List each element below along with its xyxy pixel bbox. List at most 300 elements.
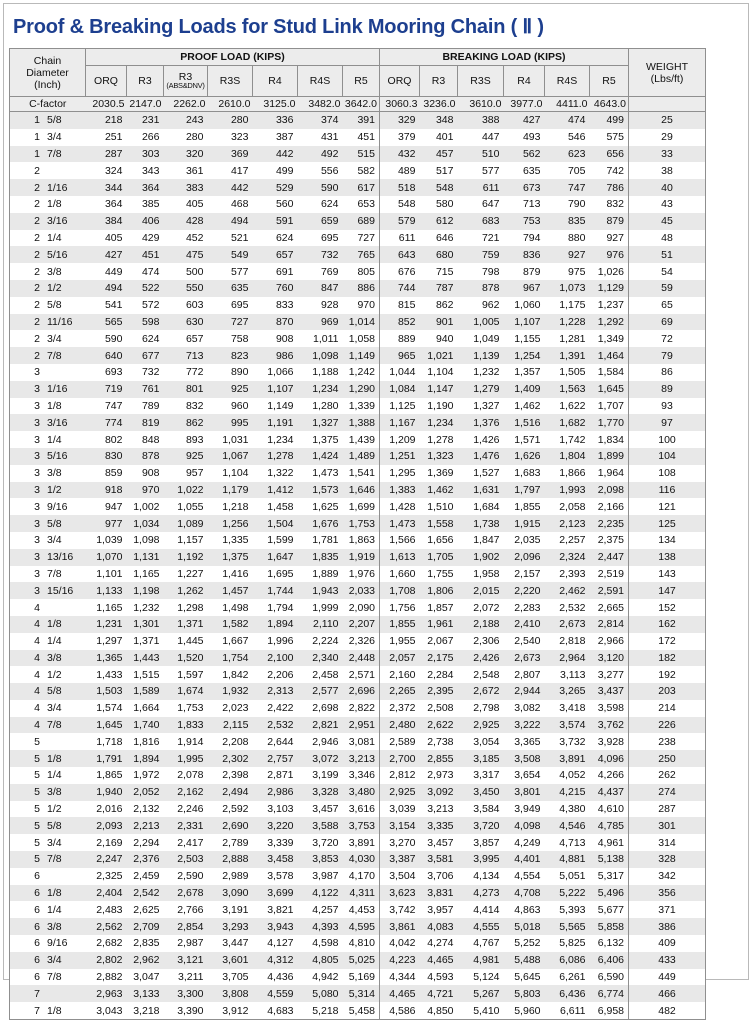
breaking-r5-cell: 4,096 — [590, 750, 629, 767]
breaking-r3-cell: 862 — [420, 297, 458, 314]
breaking-r3-cell: 348 — [420, 112, 458, 129]
diameter-fraction: 1/8 — [47, 887, 62, 900]
breaking-r3s-cell: 1,376 — [458, 414, 504, 431]
diameter-fraction: 3/4 — [47, 534, 62, 547]
diameter-fraction: 5/8 — [47, 819, 62, 832]
breaking-r4s-cell: 1,993 — [545, 482, 590, 499]
weight-cell: 40 — [629, 179, 706, 196]
proof-orq-cell: 719 — [86, 381, 127, 398]
proof-r4s-cell: 374 — [298, 112, 343, 129]
proof-r3s-cell: 468 — [208, 196, 253, 213]
chain-diameter-cell — [10, 381, 86, 398]
c-factor-weight-blank — [629, 97, 706, 112]
weight-cell: 182 — [629, 650, 706, 667]
proof-r5-cell: 4,030 — [343, 851, 380, 868]
proof-orq-cell: 1,101 — [86, 566, 127, 583]
proof-r4s-cell: 1,781 — [298, 532, 343, 549]
chain-diameter-cell — [10, 314, 86, 331]
proof-r3-cell: 1,232 — [127, 599, 164, 616]
proof-orq-cell: 1,940 — [86, 784, 127, 801]
proof-r3-abs-cell: 3,300 — [164, 985, 208, 1002]
breaking-r3s-cell: 1,327 — [458, 398, 504, 415]
breaking-r3s-cell: 4,767 — [458, 935, 504, 952]
breaking-r3s-cell: 721 — [458, 230, 504, 247]
breaking-orq-cell: 2,925 — [380, 784, 420, 801]
breaking-r3s-cell: 1,631 — [458, 482, 504, 499]
breaking-col-r4: R4 — [504, 66, 545, 97]
breaking-r3s-cell: 759 — [458, 246, 504, 263]
proof-r3s-cell: 2,023 — [208, 700, 253, 717]
breaking-orq-cell: 1,044 — [380, 364, 420, 381]
proof-r3s-cell: 1,457 — [208, 582, 253, 599]
table-row — [10, 784, 706, 801]
diameter-fraction: 5/8 — [47, 685, 62, 698]
proof-r3-abs-cell: 1,833 — [164, 717, 208, 734]
breaking-r3s-cell: 577 — [458, 162, 504, 179]
breaking-r3s-cell: 4,134 — [458, 868, 504, 885]
breaking-r3s-cell: 4,981 — [458, 952, 504, 969]
proof-r4s-cell: 1,280 — [298, 398, 343, 415]
breaking-r5-cell: 4,961 — [590, 834, 629, 851]
proof-orq-cell: 251 — [86, 129, 127, 146]
c-factor-value: 3642.0 — [343, 97, 380, 112]
breaking-r4-cell: 3,222 — [504, 717, 545, 734]
breaking-r3-cell: 1,021 — [420, 347, 458, 364]
proof-r3-cell: 598 — [127, 314, 164, 331]
breaking-r3s-cell: 2,426 — [458, 650, 504, 667]
breaking-orq-cell: 1,428 — [380, 498, 420, 515]
diameter-whole: 3 — [34, 399, 40, 412]
diameter-fraction: 15/16 — [47, 584, 74, 597]
proof-r3-cell: 1,664 — [127, 700, 164, 717]
breaking-r5-cell: 1,645 — [590, 381, 629, 398]
breaking-r5-cell: 1,707 — [590, 398, 629, 415]
diameter-whole: 4 — [34, 651, 40, 664]
diameter-fraction: 3/4 — [47, 332, 62, 345]
breaking-r3s-cell: 2,306 — [458, 633, 504, 650]
breaking-r3-cell: 1,462 — [420, 482, 458, 499]
breaking-r3s-cell: 1,279 — [458, 381, 504, 398]
breaking-orq-cell: 3,504 — [380, 868, 420, 885]
diameter-whole: 4 — [34, 668, 40, 681]
proof-r5-cell: 451 — [343, 129, 380, 146]
breaking-r3s-cell: 1,902 — [458, 549, 504, 566]
proof-r3-abs-cell: 1,371 — [164, 616, 208, 633]
breaking-r3s-cell: 878 — [458, 280, 504, 297]
chain-diameter-cell — [10, 683, 86, 700]
chain-diameter-cell — [10, 213, 86, 230]
diameter-whole: 2 — [34, 349, 40, 362]
weight-cell: 43 — [629, 196, 706, 213]
breaking-r3s-cell: 3,857 — [458, 834, 504, 851]
diameter-fraction: 13/16 — [47, 551, 74, 564]
diameter-whole: 4 — [34, 719, 40, 732]
proof-orq-cell: 1,718 — [86, 733, 127, 750]
proof-r3-cell: 1,816 — [127, 733, 164, 750]
proof-r3-cell: 1,198 — [127, 582, 164, 599]
proof-r4s-cell: 2,946 — [298, 733, 343, 750]
proof-r4s-cell: 4,805 — [298, 952, 343, 969]
proof-r4-cell: 4,559 — [253, 985, 298, 1002]
proof-r5-cell: 3,081 — [343, 733, 380, 750]
breaking-r4s-cell: 1,175 — [545, 297, 590, 314]
chain-diameter-cell — [10, 885, 86, 902]
proof-r3s-cell: 2,888 — [208, 851, 253, 868]
diameter-fraction: 5/8 — [47, 517, 62, 530]
proof-orq-cell: 2,802 — [86, 952, 127, 969]
proof-r4s-cell: 847 — [298, 280, 343, 297]
chain-diameter-cell — [10, 901, 86, 918]
diameter-whole: 5 — [34, 836, 40, 849]
weight-cell: 125 — [629, 515, 706, 532]
proof-r3s-cell: 417 — [208, 162, 253, 179]
breaking-r4-cell: 836 — [504, 246, 545, 263]
proof-r3-abs-cell: 405 — [164, 196, 208, 213]
proof-orq-cell: 3,043 — [86, 1002, 127, 1019]
diameter-whole: 2 — [34, 248, 40, 261]
table-row — [10, 650, 706, 667]
chain-diameter-cell — [10, 767, 86, 784]
diameter-whole: 3 — [34, 467, 40, 480]
proof-r3-abs-cell: 2,590 — [164, 868, 208, 885]
proof-r5-cell: 2,448 — [343, 650, 380, 667]
diameter-whole: 1 — [34, 114, 40, 127]
proof-r3-cell: 303 — [127, 146, 164, 163]
table-row — [10, 146, 706, 163]
proof-r3-cell: 1,515 — [127, 666, 164, 683]
proof-r4s-cell: 590 — [298, 179, 343, 196]
chain-diameter-cell — [10, 112, 86, 129]
breaking-r3-cell: 3,092 — [420, 784, 458, 801]
proof-col-r3-abs-sub: (ABS&DNV) — [166, 81, 205, 90]
breaking-r4s-cell: 705 — [545, 162, 590, 179]
proof-r3-abs-cell: 243 — [164, 112, 208, 129]
proof-orq-cell: 384 — [86, 213, 127, 230]
breaking-orq-cell: 1,125 — [380, 398, 420, 415]
proof-r4-cell: 387 — [253, 129, 298, 146]
breaking-orq-cell: 2,700 — [380, 750, 420, 767]
chain-diameter-cell — [10, 733, 86, 750]
proof-r3-abs-cell: 361 — [164, 162, 208, 179]
proof-r3s-cell: 727 — [208, 314, 253, 331]
proof-r3-abs-cell: 2,078 — [164, 767, 208, 784]
proof-r3s-cell: 2,690 — [208, 817, 253, 834]
breaking-r3-cell: 3,457 — [420, 834, 458, 851]
diameter-fraction: 3/8 — [47, 265, 62, 278]
breaking-r3-cell: 3,335 — [420, 817, 458, 834]
breaking-r3s-cell: 1,847 — [458, 532, 504, 549]
proof-r5-cell: 3,753 — [343, 817, 380, 834]
breaking-r4s-cell: 2,532 — [545, 599, 590, 616]
proof-r3s-cell: 1,842 — [208, 666, 253, 683]
chain-diameter-cell — [10, 549, 86, 566]
breaking-r4-cell: 2,096 — [504, 549, 545, 566]
breaking-r3-cell: 4,465 — [420, 952, 458, 969]
weight-cell: 116 — [629, 482, 706, 499]
chain-diameter-cell — [10, 700, 86, 717]
diameter-whole: 4 — [34, 635, 40, 648]
weight-cell: 172 — [629, 633, 706, 650]
table-row — [10, 230, 706, 247]
weight-cell: 371 — [629, 901, 706, 918]
table-row — [10, 297, 706, 314]
breaking-r5-cell: 6,774 — [590, 985, 629, 1002]
breaking-orq-cell: 489 — [380, 162, 420, 179]
chain-diameter-cell — [10, 498, 86, 515]
proof-r4-cell: 2,100 — [253, 650, 298, 667]
proof-r4s-cell: 928 — [298, 297, 343, 314]
table-row — [10, 549, 706, 566]
diameter-whole: 6 — [34, 954, 40, 967]
breaking-r3-cell: 1,369 — [420, 465, 458, 482]
proof-r5-cell: 1,149 — [343, 347, 380, 364]
proof-r4s-cell: 2,577 — [298, 683, 343, 700]
proof-col-r5: R5 — [343, 66, 380, 97]
breaking-r4-cell: 5,803 — [504, 985, 545, 1002]
weight-cell: 409 — [629, 935, 706, 952]
breaking-col-r3s: R3S — [458, 66, 504, 97]
breaking-r5-cell: 2,519 — [590, 566, 629, 583]
proof-r5-cell: 515 — [343, 146, 380, 163]
proof-r4s-cell: 1,327 — [298, 414, 343, 431]
proof-r3s-cell: 1,218 — [208, 498, 253, 515]
proof-r3s-cell: 549 — [208, 246, 253, 263]
breaking-r4s-cell: 3,265 — [545, 683, 590, 700]
breaking-r3-cell: 3,831 — [420, 885, 458, 902]
proof-r3-cell: 2,962 — [127, 952, 164, 969]
breaking-r3-cell: 1,857 — [420, 599, 458, 616]
breaking-orq-cell: 1,167 — [380, 414, 420, 431]
proof-r5-cell: 5,025 — [343, 952, 380, 969]
proof-r3-cell: 677 — [127, 347, 164, 364]
breaking-r4-cell: 1,571 — [504, 431, 545, 448]
c-factor-value: 3236.0 — [420, 97, 458, 112]
breaking-r3s-cell: 1,232 — [458, 364, 504, 381]
diameter-fraction: 5/8 — [47, 299, 62, 312]
proof-r5-cell: 617 — [343, 179, 380, 196]
breaking-col-r3: R3 — [420, 66, 458, 97]
proof-r3-cell: 385 — [127, 196, 164, 213]
weight-header-line1: WEIGHT — [646, 60, 688, 73]
c-factor-value: 3610.0 — [458, 97, 504, 112]
table-row — [10, 448, 706, 465]
proof-r3-abs-cell: 2,162 — [164, 784, 208, 801]
proof-r5-cell: 3,616 — [343, 801, 380, 818]
proof-r4-cell: 1,322 — [253, 465, 298, 482]
breaking-r4-cell: 3,508 — [504, 750, 545, 767]
weight-cell: 25 — [629, 112, 706, 129]
breaking-r3s-cell: 647 — [458, 196, 504, 213]
breaking-r5-cell: 1,026 — [590, 263, 629, 280]
diameter-whole: 3 — [34, 567, 40, 580]
breaking-orq-cell: 1,209 — [380, 431, 420, 448]
proof-r3-abs-cell: 1,262 — [164, 582, 208, 599]
diameter-fraction: 1/4 — [47, 433, 62, 446]
proof-r5-cell: 1,014 — [343, 314, 380, 331]
proof-r4s-cell: 1,473 — [298, 465, 343, 482]
page-title: Proof & Breaking Loads for Stud Link Mooring Chain ( Ⅱ ) — [13, 16, 544, 38]
proof-r4-cell: 3,578 — [253, 868, 298, 885]
chain-diameter-cell — [10, 129, 86, 146]
breaking-r5-cell: 2,966 — [590, 633, 629, 650]
table-row — [10, 717, 706, 734]
breaking-orq-cell: 432 — [380, 146, 420, 163]
proof-r3-abs-cell: 550 — [164, 280, 208, 297]
breaking-r5-cell: 3,928 — [590, 733, 629, 750]
c-factor-value: 2262.0 — [164, 97, 208, 112]
breaking-r4-cell: 2,807 — [504, 666, 545, 683]
proof-r5-cell: 5,314 — [343, 985, 380, 1002]
proof-r4-cell: 1,647 — [253, 549, 298, 566]
breaking-r4-cell: 3,949 — [504, 801, 545, 818]
proof-r3-cell: 572 — [127, 297, 164, 314]
diameter-whole: 5 — [34, 786, 40, 799]
proof-r5-cell: 2,326 — [343, 633, 380, 650]
proof-r5-cell: 3,346 — [343, 767, 380, 784]
proof-r3-cell: 1,301 — [127, 616, 164, 633]
breaking-r3-cell: 457 — [420, 146, 458, 163]
table-row — [10, 465, 706, 482]
diameter-whole: 2 — [34, 282, 40, 295]
breaking-orq-cell: 1,295 — [380, 465, 420, 482]
breaking-r3s-cell: 4,555 — [458, 918, 504, 935]
breaking-r3s-cell: 1,049 — [458, 330, 504, 347]
proof-orq-cell: 218 — [86, 112, 127, 129]
chain-diameter-cell — [10, 801, 86, 818]
breaking-r4s-cell: 5,393 — [545, 901, 590, 918]
breaking-r4-cell: 4,708 — [504, 885, 545, 902]
breaking-orq-cell: 1,473 — [380, 515, 420, 532]
proof-r3-abs-cell: 475 — [164, 246, 208, 263]
proof-r3-abs-cell: 603 — [164, 297, 208, 314]
proof-orq-cell: 1,791 — [86, 750, 127, 767]
breaking-r4s-cell: 4,052 — [545, 767, 590, 784]
breaking-r3-cell: 1,104 — [420, 364, 458, 381]
breaking-r4s-cell: 546 — [545, 129, 590, 146]
breaking-r5-cell: 2,447 — [590, 549, 629, 566]
breaking-orq-cell: 1,613 — [380, 549, 420, 566]
proof-r5-cell: 1,919 — [343, 549, 380, 566]
chain-diameter-cell — [10, 448, 86, 465]
weight-cell: 38 — [629, 162, 706, 179]
breaking-r3s-cell: 1,527 — [458, 465, 504, 482]
proof-r5-cell: 1,439 — [343, 431, 380, 448]
table-row — [10, 750, 706, 767]
breaking-r4-cell: 2,944 — [504, 683, 545, 700]
proof-col-orq: ORQ — [86, 66, 127, 97]
proof-orq-cell: 859 — [86, 465, 127, 482]
weight-cell: 466 — [629, 985, 706, 1002]
breaking-r4s-cell: 1,391 — [545, 347, 590, 364]
breaking-r5-cell: 786 — [590, 179, 629, 196]
breaking-r4s-cell: 4,713 — [545, 834, 590, 851]
proof-r3-cell: 819 — [127, 414, 164, 431]
weight-cell: 203 — [629, 683, 706, 700]
proof-r3-abs-cell: 1,022 — [164, 482, 208, 499]
proof-r4-cell: 529 — [253, 179, 298, 196]
proof-r4s-cell: 3,853 — [298, 851, 343, 868]
proof-r4s-cell: 1,011 — [298, 330, 343, 347]
diameter-fraction: 3/4 — [47, 131, 62, 144]
breaking-r4s-cell: 2,393 — [545, 566, 590, 583]
proof-r3-abs-cell: 500 — [164, 263, 208, 280]
breaking-r5-cell: 5,677 — [590, 901, 629, 918]
diameter-fraction: 7/8 — [47, 349, 62, 362]
proof-r3-abs-cell: 1,298 — [164, 599, 208, 616]
proof-r5-cell: 1,699 — [343, 498, 380, 515]
breaking-r5-cell: 5,138 — [590, 851, 629, 868]
chain-diameter-cell — [10, 330, 86, 347]
breaking-r4-cell: 635 — [504, 162, 545, 179]
proof-r3s-cell: 1,416 — [208, 566, 253, 583]
proof-r4s-cell: 624 — [298, 196, 343, 213]
proof-r3-cell: 1,443 — [127, 650, 164, 667]
chain-diameter-cell — [10, 616, 86, 633]
breaking-r4s-cell: 5,565 — [545, 918, 590, 935]
chain-diameter-cell — [10, 599, 86, 616]
diameter-fraction: 3/4 — [47, 836, 62, 849]
proof-r3s-cell: 2,208 — [208, 733, 253, 750]
proof-r4-cell: 3,821 — [253, 901, 298, 918]
weight-cell: 59 — [629, 280, 706, 297]
proof-r3-abs-cell: 1,192 — [164, 549, 208, 566]
breaking-r3-cell: 1,510 — [420, 498, 458, 515]
proof-r5-cell: 3,213 — [343, 750, 380, 767]
proof-r3s-cell: 2,494 — [208, 784, 253, 801]
breaking-r5-cell: 6,958 — [590, 1002, 629, 1019]
proof-r4-cell: 2,986 — [253, 784, 298, 801]
proof-r3s-cell: 2,592 — [208, 801, 253, 818]
proof-r3-cell: 1,740 — [127, 717, 164, 734]
table-row — [10, 801, 706, 818]
proof-r4-cell: 2,206 — [253, 666, 298, 683]
proof-r3-abs-cell: 1,055 — [164, 498, 208, 515]
proof-r3s-cell: 925 — [208, 381, 253, 398]
breaking-orq-cell: 4,586 — [380, 1002, 420, 1019]
weight-cell: 274 — [629, 784, 706, 801]
breaking-r3-cell: 517 — [420, 162, 458, 179]
breaking-r4s-cell: 4,215 — [545, 784, 590, 801]
breaking-r4s-cell: 5,051 — [545, 868, 590, 885]
weight-cell: 45 — [629, 213, 706, 230]
proof-r3s-cell: 995 — [208, 414, 253, 431]
diameter-fraction: 1/2 — [47, 483, 62, 496]
proof-r3-abs-cell: 2,678 — [164, 885, 208, 902]
proof-orq-cell: 802 — [86, 431, 127, 448]
proof-r4s-cell: 732 — [298, 246, 343, 263]
proof-r3s-cell: 1,582 — [208, 616, 253, 633]
table-row — [10, 263, 706, 280]
weight-header — [629, 49, 706, 97]
proof-r4s-cell: 4,393 — [298, 918, 343, 935]
breaking-r3-cell: 1,755 — [420, 566, 458, 583]
diameter-whole: 2 — [34, 332, 40, 345]
breaking-col-r5: R5 — [590, 66, 629, 97]
proof-r4s-cell: 4,598 — [298, 935, 343, 952]
proof-r3s-cell: 1,031 — [208, 431, 253, 448]
proof-r3s-cell: 2,115 — [208, 717, 253, 734]
proof-r5-cell: 4,170 — [343, 868, 380, 885]
table-row — [10, 683, 706, 700]
proof-r3-cell: 2,709 — [127, 918, 164, 935]
proof-r3-cell: 789 — [127, 398, 164, 415]
proof-r3-cell: 2,294 — [127, 834, 164, 851]
breaking-r5-cell: 1,129 — [590, 280, 629, 297]
breaking-r4s-cell: 2,058 — [545, 498, 590, 515]
proof-r4-cell: 4,436 — [253, 969, 298, 986]
diameter-whole: 2 — [34, 315, 40, 328]
breaking-r4-cell: 1,855 — [504, 498, 545, 515]
